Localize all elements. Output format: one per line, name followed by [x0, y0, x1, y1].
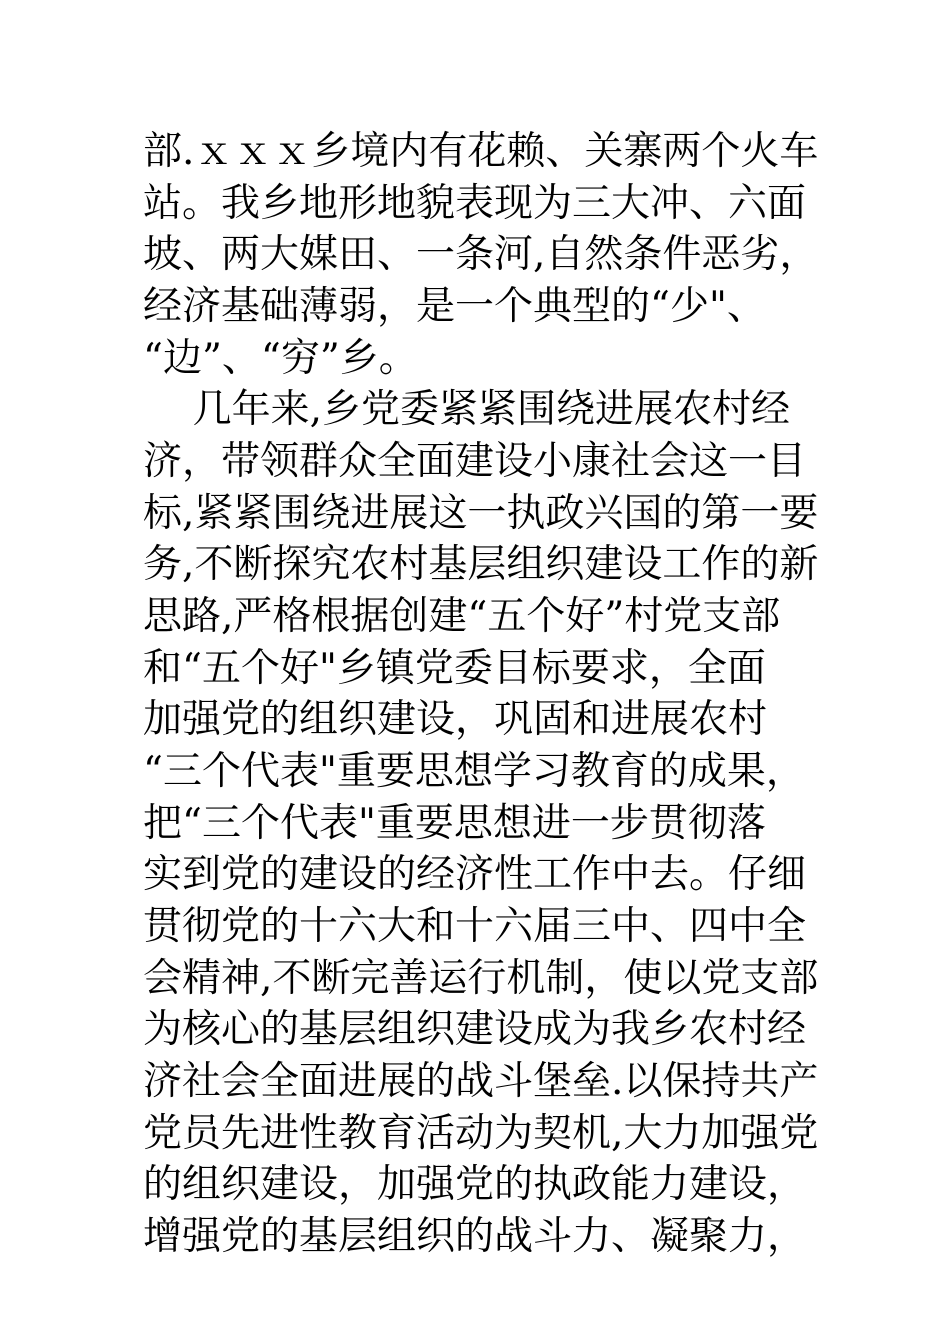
text-line: 坡、两大媒田、一条河,自然条件恶劣，	[143, 232, 819, 277]
text-line: 加强党的组织建设，巩固和进展农村	[143, 697, 768, 742]
text-line: 几年来,乡党委紧紧围绕进展农村经	[143, 387, 790, 432]
text-line: “边”、“穷”乡。	[143, 336, 418, 381]
text-line: 增强党的基层组织的战斗力、凝聚力，	[143, 1214, 807, 1259]
text-line: 把“三个代表"重要思想进一步贯彻落	[143, 801, 766, 846]
text-line: 贯彻党的十六大和十六届三中、四中全	[143, 904, 807, 949]
text-line: 济社会全面进展的战斗堡垒.以保持共产	[143, 1059, 819, 1104]
text-line: 的组织建设，加强党的执政能力建设，	[143, 1162, 807, 1207]
text-line: 部.ｘｘｘ乡境内有花赖、关寨两个火车	[143, 129, 819, 174]
text-line: 经济基础薄弱，是一个典型的“少"、	[143, 284, 766, 329]
text-line: 党员先进性教育活动为契机,大力加强党	[143, 1111, 819, 1156]
text-line: 和“五个好"乡镇党委目标要求，全面	[143, 646, 766, 691]
text-line: 实到党的建设的经济性工作中去。仔细	[143, 852, 807, 897]
text-line: 为核心的基层组织建设成为我乡农村经	[143, 1007, 807, 1052]
text-line: 务,不断探究农村基层组织建设工作的新	[143, 542, 819, 587]
text-line: 济，带领群众全面建设小康社会这一目	[143, 439, 807, 484]
text-line: 思路,严格根据创建“五个好”村党支部	[143, 594, 781, 639]
text-line: 会精神,不断完善运行机制，使以党支部	[143, 956, 819, 1001]
text-line: “三个代表"重要思想学习教育的成果，	[143, 749, 805, 794]
text-line: 站。我乡地形地貌表现为三大冲、六面	[143, 181, 807, 226]
text-line: 标,紧紧围绕进展这一执政兴国的第一要	[143, 491, 819, 536]
